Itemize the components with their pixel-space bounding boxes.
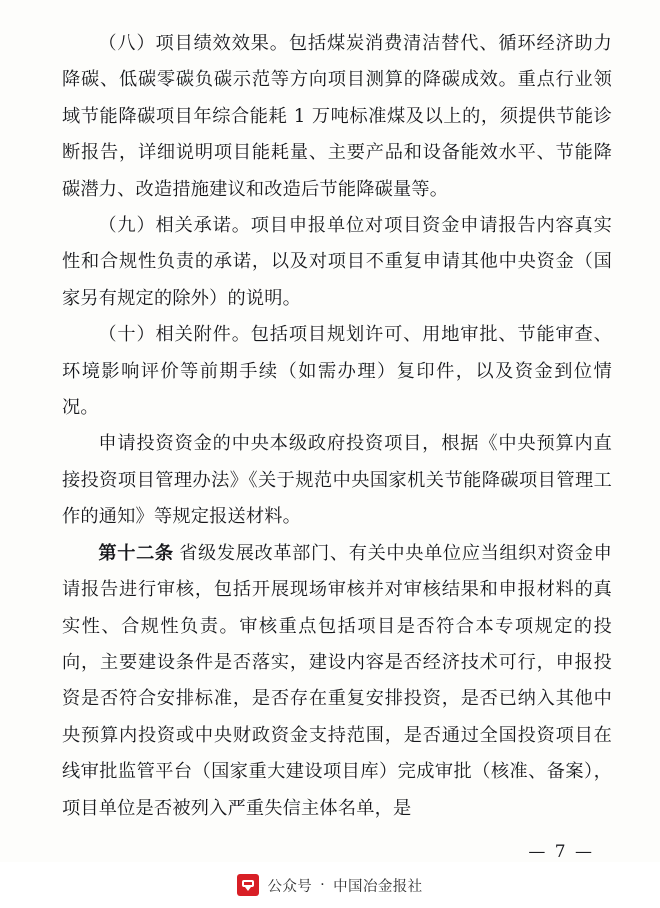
watermark-separator: · [320, 877, 326, 893]
page-body [62, 26, 612, 848]
paragraph-item-9: （九）相关承诺。项目申报单位对项目资金申请报告内容真实性和合规性负责的承诺，以及对项目不重复申请其他中央资金（国家另有规定的除外）的说明。 [62, 215, 612, 309]
watermark-bar [0, 862, 660, 908]
watermark-name: 中国冶金报社 [333, 878, 423, 895]
page-footer [62, 836, 630, 862]
watermark-content [237, 874, 422, 896]
paragraph-item-10: （十）相关附件。包括项目规划许可、用地审批、节能审查、环境影响评价等前期手续（如需办理）复印件，以及资金到位情况。 [62, 324, 612, 419]
wechat-account-logo-icon [237, 874, 259, 896]
paragraph-article-12 [62, 536, 612, 827]
page-number: — 7 — [528, 842, 594, 862]
article-12-label: 第十二条 [98, 542, 174, 564]
paragraph-item-8: （八）项目绩效效果。包括煤炭消费清洁替代、循环经济助力降碳、低碳零碳负碳示范等方向项目测算的降碳成效。重点行业领域节能降碳项目年综合能耗 1 万吨标准煤及以上的，须提供节能诊断报告，详细说明项目能耗量、主要产品和设备能效水平、节能降碳潜力、改造措施建议和改造后节能降碳量等。 [62, 33, 612, 200]
paragraph-central-investment: 申请投资资金的中央本级政府投资项目，根据《中央预算内直接投资项目管理办法》《关于规范中央国家机关节能降碳项目管理工作的通知》等规定报送材料。 [62, 433, 612, 528]
watermark-prefix: 公众号 [267, 878, 313, 895]
article-12-text: 省级发展改革部门、有关中央单位应当组织对资金申请报告进行审核，包括开展现场审核并对审核结果和申报材料的真实性、合规性负责。审核重点包括项目是否符合本专项规定的投向，主要建设条件是否落实，建设内容是否经济技术可行，申报投资是否符合安排标准，是否存在重复安排投资，是否已纳入其他中央预算内投资或中央财政资金支持范围，是否通过全国投资项目在线审批监管平台（国家重大建设项目库）完成审批（核准、备案），项目单位是否被列入严重失信主体名单，是 [62, 542, 612, 819]
